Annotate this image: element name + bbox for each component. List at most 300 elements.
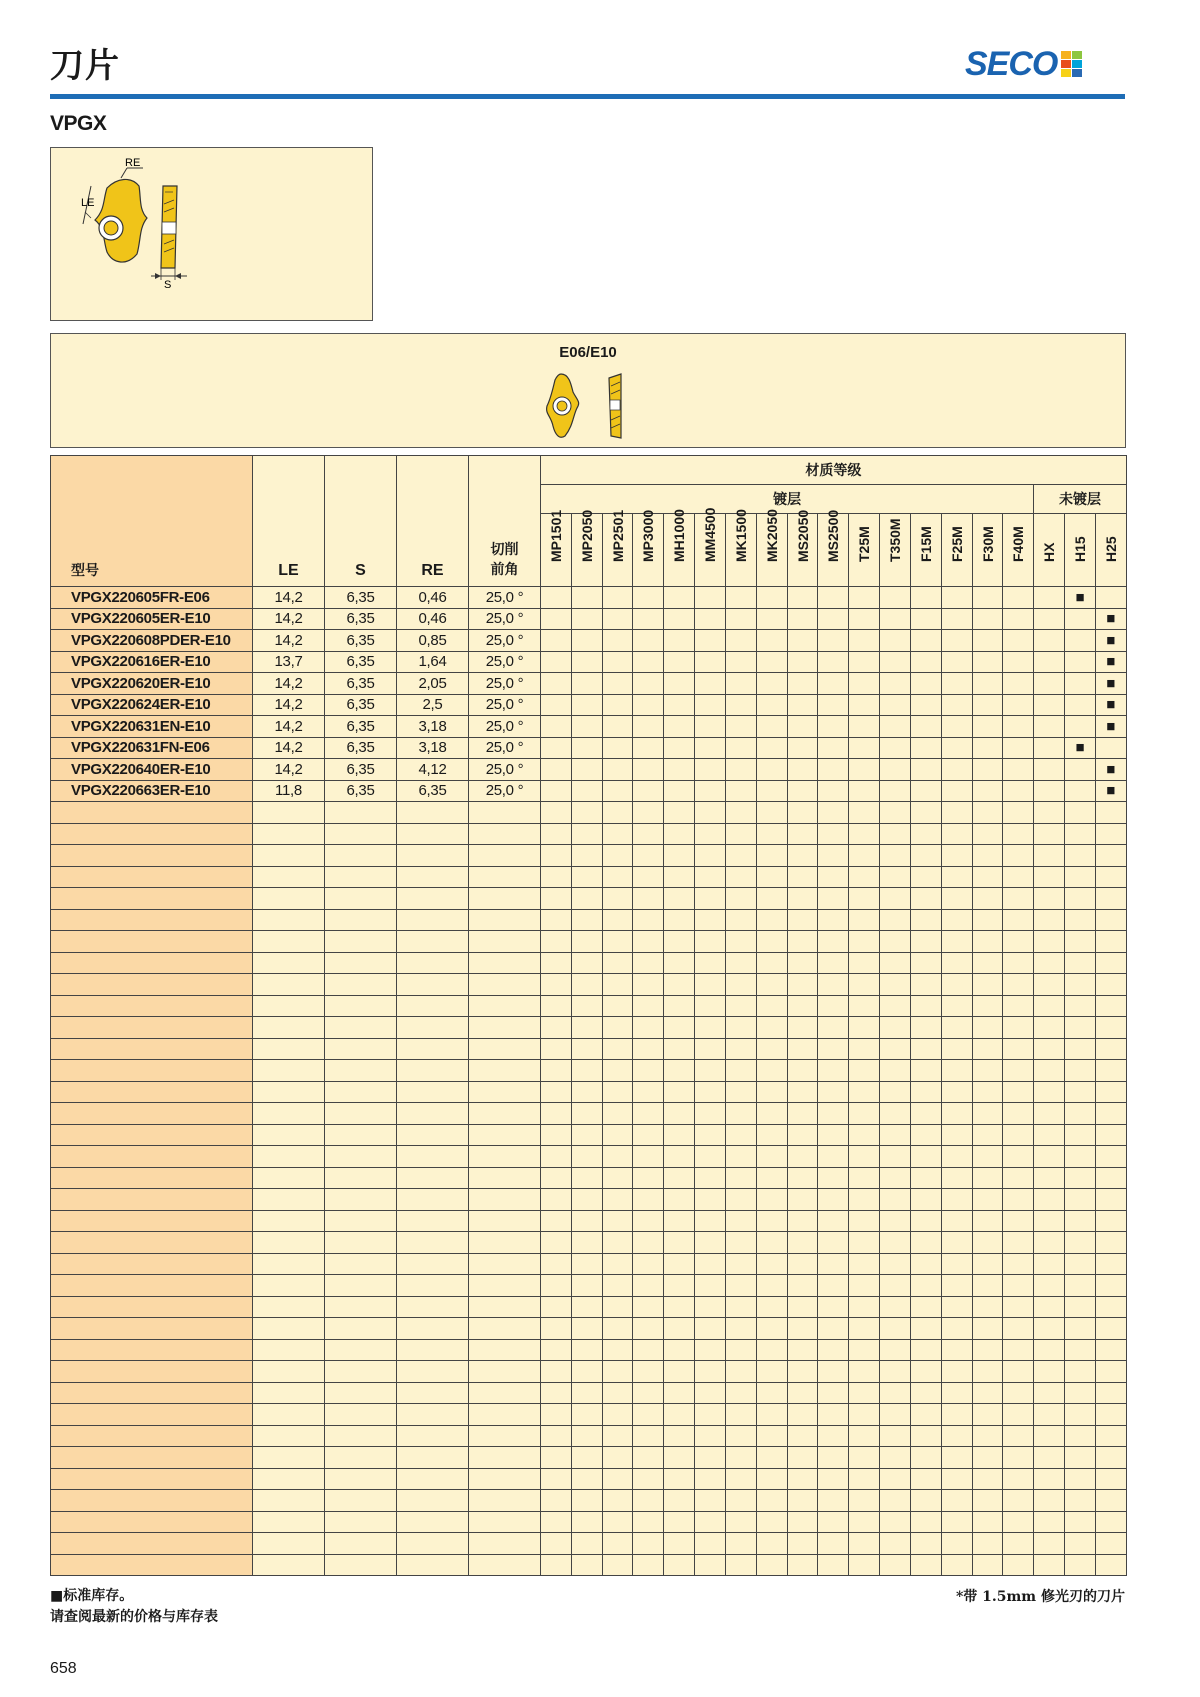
le-label: LE <box>81 197 95 209</box>
s-cell: 6,35 <box>325 759 397 781</box>
re-cell: 6,35 <box>397 780 469 802</box>
grade-cell-h15 <box>1065 630 1096 652</box>
s-cell: 6,35 <box>325 630 397 652</box>
grade-cell-f40m <box>1003 651 1034 673</box>
grade-cell-ms2050 <box>787 737 818 759</box>
grade-cell-mh1000 <box>664 630 695 652</box>
grade-label: MP1501 <box>547 509 564 562</box>
rake-cell: 25,0 ° <box>469 694 541 716</box>
grade-cell-h15 <box>1065 608 1096 630</box>
grade-cell-hx <box>1034 737 1065 759</box>
grade-cell-ms2500 <box>818 716 849 738</box>
grade-cell-mk2050 <box>756 651 787 673</box>
grade-cell-mp2050 <box>571 759 602 781</box>
header-grade-mp2501 <box>602 509 633 587</box>
model-cell: VPGX220663ER-E10 <box>51 780 253 802</box>
grade-cell-f30m <box>972 759 1003 781</box>
empty-table-row <box>51 1253 1127 1275</box>
empty-table-row <box>51 1210 1127 1232</box>
grade-cell-mp1501 <box>541 737 572 759</box>
grade-cell-mp2501 <box>602 587 633 609</box>
model-cell: VPGX220605ER-E10 <box>51 608 253 630</box>
empty-table-row <box>51 1339 1127 1361</box>
grade-cell-mp3000 <box>633 694 664 716</box>
grade-cell-mm4500 <box>695 608 726 630</box>
grade-cell-h15 <box>1065 651 1096 673</box>
grade-cell-mh1000 <box>664 694 695 716</box>
grade-cell-mh1000 <box>664 651 695 673</box>
grade-cell-f25m <box>941 694 972 716</box>
s-cell: 6,35 <box>325 651 397 673</box>
grade-cell-mm4500 <box>695 587 726 609</box>
grade-label: MP2050 <box>578 509 595 562</box>
grade-cell-h15 <box>1065 780 1096 802</box>
re-cell: 2,05 <box>397 673 469 695</box>
grade-cell-mm4500 <box>695 759 726 781</box>
s-cell: 6,35 <box>325 673 397 695</box>
grade-cell-mm4500 <box>695 716 726 738</box>
grade-cell-mp2050 <box>571 630 602 652</box>
variant-insert-icons <box>541 370 641 442</box>
header-rake-line2: 前角 <box>490 562 519 578</box>
header-grade-t350m <box>880 514 911 587</box>
grade-cell-mp1501 <box>541 694 572 716</box>
grade-cell-hx <box>1034 673 1065 695</box>
grade-cell-mk2050 <box>756 780 787 802</box>
grade-cell-mh1000 <box>664 716 695 738</box>
grade-cell-hx <box>1034 630 1065 652</box>
grade-cell-h15 <box>1065 759 1096 781</box>
grade-cell-t25m <box>849 651 880 673</box>
grade-cell-mp2050 <box>571 694 602 716</box>
grade-label: MH1000 <box>671 509 688 562</box>
empty-table-row <box>51 1103 1127 1125</box>
grade-cell-h15 <box>1065 673 1096 695</box>
grade-cell-f25m <box>941 716 972 738</box>
grade-cell-t25m <box>849 759 880 781</box>
table-row <box>51 587 1127 609</box>
grade-cell-t350m <box>880 780 911 802</box>
empty-table-row <box>51 909 1127 931</box>
header-rake-angle <box>469 456 541 587</box>
empty-table-row <box>51 1232 1127 1254</box>
grade-cell-t350m <box>880 651 911 673</box>
grade-cell-ms2050 <box>787 716 818 738</box>
le-cell: 14,2 <box>253 608 325 630</box>
grade-cell-f25m <box>941 587 972 609</box>
grade-cell-mp1501 <box>541 587 572 609</box>
grade-cell-mk1500 <box>725 759 756 781</box>
grade-cell-t25m <box>849 673 880 695</box>
grade-label: MM4500 <box>702 507 719 562</box>
rake-cell: 25,0 ° <box>469 737 541 759</box>
rake-cell: 25,0 ° <box>469 780 541 802</box>
grade-label: HX <box>1041 542 1058 562</box>
grade-cell-t350m <box>880 630 911 652</box>
grade-label: F30M <box>979 526 996 562</box>
grade-cell-h25 <box>1095 737 1126 759</box>
le-cell: 14,2 <box>253 673 325 695</box>
header-model: 型号 <box>51 456 253 587</box>
empty-table-row <box>51 1296 1127 1318</box>
empty-table-row <box>51 1490 1127 1512</box>
stock-mark-icon: ■ <box>1065 737 1096 759</box>
logo-mark-icon <box>1061 51 1082 77</box>
grade-cell-mp2050 <box>571 651 602 673</box>
grade-cell-mp2050 <box>571 737 602 759</box>
empty-table-row <box>51 1318 1127 1340</box>
s-label: S <box>164 279 172 291</box>
grade-cell-ms2500 <box>818 694 849 716</box>
grade-cell-mp2050 <box>571 716 602 738</box>
grade-cell-t350m <box>880 737 911 759</box>
grade-cell-mk1500 <box>725 694 756 716</box>
grade-cell-mk1500 <box>725 716 756 738</box>
grade-cell-mp2501 <box>602 651 633 673</box>
grade-cell-mk1500 <box>725 587 756 609</box>
header-grade-mp1501 <box>541 509 572 587</box>
grade-cell-mp3000 <box>633 737 664 759</box>
empty-table-row <box>51 1038 1127 1060</box>
grade-cell-mp1501 <box>541 630 572 652</box>
grade-cell-mm4500 <box>695 630 726 652</box>
stock-mark-icon: ■ <box>1065 587 1096 609</box>
grade-cell-mp3000 <box>633 759 664 781</box>
grade-cell-mk2050 <box>756 716 787 738</box>
model-cell: VPGX220608PDER-E10 <box>51 630 253 652</box>
model-cell: VPGX220620ER-E10 <box>51 673 253 695</box>
grade-cell-mh1000 <box>664 737 695 759</box>
le-cell: 14,2 <box>253 630 325 652</box>
empty-table-row <box>51 1468 1127 1490</box>
grade-cell-mp2501 <box>602 694 633 716</box>
grade-cell-ms2050 <box>787 759 818 781</box>
grade-cell-mk2050 <box>756 630 787 652</box>
grade-cell-mm4500 <box>695 651 726 673</box>
grade-cell-hx <box>1034 716 1065 738</box>
grade-label: H25 <box>1102 536 1119 562</box>
empty-table-row <box>51 1554 1127 1576</box>
empty-table-row <box>51 931 1127 953</box>
grade-cell-f25m <box>941 651 972 673</box>
s-cell: 6,35 <box>325 694 397 716</box>
grade-cell-mk1500 <box>725 780 756 802</box>
grade-cell-mp2050 <box>571 587 602 609</box>
grade-label: MK1500 <box>732 509 749 562</box>
grade-cell-ms2050 <box>787 673 818 695</box>
grade-cell-mp2050 <box>571 608 602 630</box>
s-cell: 6,35 <box>325 737 397 759</box>
grade-cell-f40m <box>1003 737 1034 759</box>
grade-cell-mh1000 <box>664 759 695 781</box>
empty-table-row <box>51 1533 1127 1555</box>
grade-cell-f40m <box>1003 716 1034 738</box>
grade-cell-mk2050 <box>756 759 787 781</box>
grade-cell-mk2050 <box>756 737 787 759</box>
grade-cell-mp2050 <box>571 673 602 695</box>
le-cell: 11,8 <box>253 780 325 802</box>
empty-table-row <box>51 1425 1127 1447</box>
grade-cell-t25m <box>849 587 880 609</box>
grade-cell-hx <box>1034 608 1065 630</box>
grade-cell-ms2050 <box>787 780 818 802</box>
empty-table-row <box>51 823 1127 845</box>
grade-cell-f40m <box>1003 694 1034 716</box>
grade-cell-mp2501 <box>602 716 633 738</box>
grade-cell-f40m <box>1003 759 1034 781</box>
grade-cell-mp3000 <box>633 630 664 652</box>
header-grade-hx <box>1034 514 1065 587</box>
header-re: RE <box>397 456 469 587</box>
grade-cell-f30m <box>972 694 1003 716</box>
grade-cell-mp1501 <box>541 780 572 802</box>
grade-cell-t350m <box>880 587 911 609</box>
grade-cell-f40m <box>1003 780 1034 802</box>
table-row <box>51 630 1127 652</box>
empty-table-row <box>51 1060 1127 1082</box>
grade-cell-mp3000 <box>633 780 664 802</box>
insert-dimension-diagram <box>51 148 374 322</box>
grade-cell-f30m <box>972 737 1003 759</box>
empty-table-row <box>51 952 1127 974</box>
grade-cell-mm4500 <box>695 737 726 759</box>
rake-cell: 25,0 ° <box>469 608 541 630</box>
grade-label: MP3000 <box>640 509 657 562</box>
grade-cell-mk1500 <box>725 608 756 630</box>
wiper-note: *带 1.5mm 修光刃的刀片 <box>955 1589 1125 1605</box>
stock-mark-icon: ■ <box>1095 651 1126 673</box>
grade-cell-mp3000 <box>633 716 664 738</box>
header-grade-f25m <box>941 514 972 587</box>
grade-cell-f30m <box>972 673 1003 695</box>
re-cell: 0,46 <box>397 587 469 609</box>
stock-mark-icon: ■ <box>1095 608 1126 630</box>
empty-table-row <box>51 1511 1127 1533</box>
s-cell: 6,35 <box>325 587 397 609</box>
grade-cell-h25 <box>1095 587 1126 609</box>
rake-cell: 25,0 ° <box>469 651 541 673</box>
grade-cell-t350m <box>880 694 911 716</box>
s-cell: 6,35 <box>325 608 397 630</box>
table-row <box>51 694 1127 716</box>
header-grades-group: 材质等级 <box>541 456 1127 485</box>
empty-table-row <box>51 1382 1127 1404</box>
header-grade-mm4500 <box>695 507 726 587</box>
grade-cell-h15 <box>1065 694 1096 716</box>
grade-cell-mp2050 <box>571 780 602 802</box>
insert-table <box>50 455 1127 1576</box>
empty-table-row <box>51 1017 1127 1039</box>
header-grade-ms2500 <box>818 509 849 587</box>
le-cell: 14,2 <box>253 759 325 781</box>
header-grade-mk2050 <box>756 509 787 587</box>
table-row <box>51 780 1127 802</box>
grade-label: H15 <box>1071 536 1088 562</box>
grade-cell-t350m <box>880 673 911 695</box>
model-cell: VPGX220640ER-E10 <box>51 759 253 781</box>
grade-cell-f25m <box>941 780 972 802</box>
empty-table-row <box>51 995 1127 1017</box>
grade-label: F25M <box>948 526 965 562</box>
grade-cell-mh1000 <box>664 673 695 695</box>
header-grade-h15 <box>1065 514 1096 587</box>
header-grade-ms2050 <box>787 509 818 587</box>
grade-cell-f30m <box>972 630 1003 652</box>
grade-cell-ms2500 <box>818 673 849 695</box>
header-rake-line1: 切削 <box>490 542 519 558</box>
grade-cell-mp1501 <box>541 608 572 630</box>
re-cell: 4,12 <box>397 759 469 781</box>
grade-cell-t350m <box>880 608 911 630</box>
grade-cell-ms2500 <box>818 608 849 630</box>
rake-cell: 25,0 ° <box>469 716 541 738</box>
grade-cell-mp1501 <box>541 759 572 781</box>
grade-cell-mk1500 <box>725 673 756 695</box>
grade-cell-mp1501 <box>541 716 572 738</box>
grade-cell-ms2500 <box>818 587 849 609</box>
page-number: 658 <box>50 1660 77 1677</box>
empty-table-row <box>51 974 1127 996</box>
grade-cell-f15m <box>910 759 941 781</box>
grade-cell-mp2501 <box>602 673 633 695</box>
grade-label: T350M <box>887 518 904 562</box>
le-cell: 13,7 <box>253 651 325 673</box>
header-grade-f15m <box>910 514 941 587</box>
grade-label: F15M <box>917 526 934 562</box>
grade-cell-mp3000 <box>633 651 664 673</box>
grade-cell-h15 <box>1065 716 1096 738</box>
rake-cell: 25,0 ° <box>469 630 541 652</box>
grade-cell-f30m <box>972 651 1003 673</box>
rake-cell: 25,0 ° <box>469 759 541 781</box>
grade-cell-hx <box>1034 587 1065 609</box>
grade-cell-f40m <box>1003 587 1034 609</box>
grade-cell-f25m <box>941 673 972 695</box>
empty-table-row <box>51 1189 1127 1211</box>
re-cell: 1,64 <box>397 651 469 673</box>
grade-cell-f25m <box>941 759 972 781</box>
grade-cell-f15m <box>910 587 941 609</box>
grade-cell-t25m <box>849 608 880 630</box>
grade-cell-mh1000 <box>664 780 695 802</box>
grade-cell-f25m <box>941 630 972 652</box>
table-row <box>51 759 1127 781</box>
grade-cell-hx <box>1034 759 1065 781</box>
header-le: LE <box>253 456 325 587</box>
grade-cell-hx <box>1034 651 1065 673</box>
grade-cell-f15m <box>910 694 941 716</box>
grade-label: F40M <box>1010 526 1027 562</box>
empty-table-row <box>51 802 1127 824</box>
header-grade-mp3000 <box>633 509 664 587</box>
header-coated: 镀层 <box>541 485 1034 514</box>
table-row <box>51 673 1127 695</box>
table-row <box>51 608 1127 630</box>
empty-table-row <box>51 1146 1127 1168</box>
stock-mark-icon: ■ <box>1095 759 1126 781</box>
grade-cell-f15m <box>910 608 941 630</box>
stock-mark-icon: ■ <box>1095 630 1126 652</box>
re-cell: 2,5 <box>397 694 469 716</box>
s-cell: 6,35 <box>325 716 397 738</box>
product-code: VPGX <box>50 112 107 135</box>
le-cell: 14,2 <box>253 587 325 609</box>
grade-label: MS2500 <box>825 509 842 562</box>
grade-cell-t25m <box>849 780 880 802</box>
re-cell: 3,18 <box>397 737 469 759</box>
grade-cell-mk2050 <box>756 587 787 609</box>
header-grade-mk1500 <box>725 509 756 587</box>
model-cell: VPGX220616ER-E10 <box>51 651 253 673</box>
header-grade-mh1000 <box>664 509 695 587</box>
brand-name: SECO <box>965 44 1058 83</box>
grade-cell-ms2050 <box>787 651 818 673</box>
grade-cell-f15m <box>910 651 941 673</box>
grade-cell-f40m <box>1003 673 1034 695</box>
empty-table-row <box>51 888 1127 910</box>
grade-cell-ms2500 <box>818 780 849 802</box>
seco-logo <box>965 45 1082 83</box>
grade-label: MK2050 <box>763 509 780 562</box>
grade-cell-ms2050 <box>787 630 818 652</box>
model-cell: VPGX220624ER-E10 <box>51 694 253 716</box>
grade-cell-mk2050 <box>756 694 787 716</box>
le-cell: 14,2 <box>253 737 325 759</box>
re-cell: 3,18 <box>397 716 469 738</box>
le-cell: 14,2 <box>253 716 325 738</box>
grade-cell-mp1501 <box>541 673 572 695</box>
empty-table-row <box>51 866 1127 888</box>
grade-label: T25M <box>856 526 873 562</box>
grade-label: MP2501 <box>609 509 626 562</box>
grade-cell-hx <box>1034 780 1065 802</box>
grade-cell-f30m <box>972 716 1003 738</box>
grade-cell-f15m <box>910 630 941 652</box>
grade-cell-ms2050 <box>787 587 818 609</box>
grade-cell-mp3000 <box>633 587 664 609</box>
stock-mark-icon: ■ <box>1095 673 1126 695</box>
header-rule <box>50 94 1125 99</box>
grade-cell-t350m <box>880 716 911 738</box>
s-cell: 6,35 <box>325 780 397 802</box>
grade-cell-f15m <box>910 737 941 759</box>
header-grade-f30m <box>972 514 1003 587</box>
grade-cell-t25m <box>849 630 880 652</box>
grade-cell-mm4500 <box>695 673 726 695</box>
grade-cell-mk2050 <box>756 608 787 630</box>
grade-cell-ms2500 <box>818 737 849 759</box>
header-grade-f40m <box>1003 514 1034 587</box>
grade-cell-mk1500 <box>725 651 756 673</box>
grade-cell-ms2500 <box>818 651 849 673</box>
dimension-diagram-panel <box>50 147 373 321</box>
grade-cell-hx <box>1034 694 1065 716</box>
variant-panel <box>50 333 1126 448</box>
le-cell: 14,2 <box>253 694 325 716</box>
grade-cell-t25m <box>849 716 880 738</box>
empty-table-row <box>51 1404 1127 1426</box>
grade-cell-mp2501 <box>602 737 633 759</box>
empty-table-row <box>51 845 1127 867</box>
grade-cell-t25m <box>849 694 880 716</box>
grade-cell-f15m <box>910 673 941 695</box>
grade-label: MS2050 <box>794 509 811 562</box>
grade-cell-mm4500 <box>695 694 726 716</box>
header-s: S <box>325 456 397 587</box>
grade-cell-t350m <box>880 759 911 781</box>
grade-cell-ms2050 <box>787 694 818 716</box>
model-cell: VPGX220631FN-E06 <box>51 737 253 759</box>
